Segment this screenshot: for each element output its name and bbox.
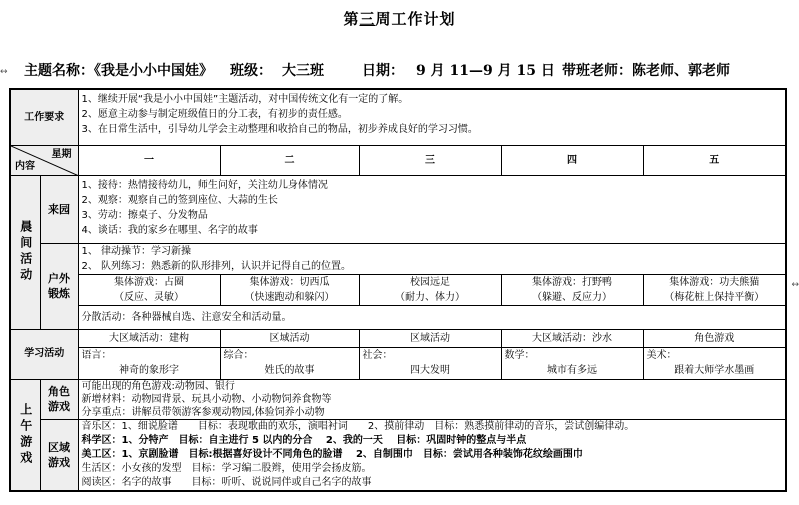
study-subject: 语言： xyxy=(81,349,112,361)
study-area: 大区域活动：沙水 xyxy=(502,330,643,348)
area-game-line: 音乐区：1、细说脸谱 目标：表现歌曲的欢乐，演唱衬词 2、摸前律动 目标：熟悉摸前律动的音乐，尝试创编律动。 xyxy=(81,420,635,432)
day-header-mon: 一 xyxy=(78,145,220,175)
study-topic: 跟着大师学水墨画 xyxy=(674,364,755,376)
study-topic: 城市有多远 xyxy=(547,364,597,376)
study-fri xyxy=(643,329,786,379)
requirement-item: 2、愿意主动参与制定班级值日的分工表，有初步的责任感。 xyxy=(81,109,348,120)
class-value: 大三班 xyxy=(282,63,324,79)
study-thu xyxy=(501,329,643,379)
arrival-content xyxy=(78,175,786,243)
requirement-item: 3、在日常生活中，引导幼儿学会主动整理和收拾自己的物品，初步养成良好的学习习惯。 xyxy=(81,124,478,135)
study-row xyxy=(10,329,786,379)
arrival-item: 1、接待：热情接待幼儿，师生问好，关注幼儿身体情况 xyxy=(81,179,328,191)
weekly-plan-table xyxy=(9,88,787,492)
role-game-line: 分享重点：讲解员带领游客参观动物园,体验饲养小动物 xyxy=(81,406,325,418)
date-value: 9 月 11—9 月 15 日 xyxy=(416,63,555,79)
outdoor-label: 户外锻炼 xyxy=(40,243,78,329)
requirements-content xyxy=(78,89,786,145)
day-header-tue: 二 xyxy=(220,145,359,175)
outdoor-game-wed: 校园远足 （耐力、体力） xyxy=(359,274,501,305)
area-game-row xyxy=(10,419,786,491)
day-header-wed: 三 xyxy=(359,145,501,175)
corner-content-label: 内容 xyxy=(15,160,35,172)
study-topic: 四大发明 xyxy=(410,364,450,376)
class-label: 班级： xyxy=(230,63,272,79)
scatter-row xyxy=(10,305,786,329)
study-subject: 美术： xyxy=(646,349,677,361)
morning-activity-label: 晨间活动 xyxy=(10,175,40,329)
margin-marker-icon: ↔ xyxy=(791,280,799,290)
area-game-content xyxy=(78,419,786,491)
study-subject: 综合： xyxy=(223,349,254,361)
page-title: 第三周工作计划 xyxy=(343,10,456,28)
area-game-line: 阅读区：名字的故事 目标：听听、说说同伴或自己名字的故事 xyxy=(81,476,372,488)
role-game-line: 可能出现的角色游戏:动物园、银行 xyxy=(81,380,235,392)
study-subject: 数学： xyxy=(504,349,535,361)
requirement-item: 1、继续开展“我是小小中国娃”主题活动，对中国传统文化有一定的了解。 xyxy=(81,94,409,105)
area-game-line: 美工区：1、京剧脸谱 目标:根据喜好设计不同角色的脸谱 2、自制围巾 目标：尝试用各种装饰花纹绘画围巾 xyxy=(81,448,583,460)
corner-header xyxy=(10,145,78,175)
study-label: 学习活动 xyxy=(10,329,78,379)
study-topic: 神奇的象形字 xyxy=(119,364,179,376)
study-topic: 姓氏的故事 xyxy=(264,364,315,376)
study-tue xyxy=(220,329,359,379)
area-game-label: 区域游戏 xyxy=(40,419,78,491)
day-header-thu: 四 xyxy=(501,145,643,175)
outdoor-item: 1、 律动操节：学习新操 xyxy=(81,245,192,257)
arrival-item: 3、劳动：擦桌子、分发物品 xyxy=(81,209,208,221)
outdoor-game-fri: 集体游戏：功夫熊猫 （梅花桩上保持平衡） xyxy=(643,274,786,305)
margin-marker-icon: ↔ xyxy=(0,67,8,77)
study-wed xyxy=(359,329,501,379)
study-area: 大区域活动：建构 xyxy=(79,330,220,348)
study-mon xyxy=(78,329,220,379)
date-label: 日期： xyxy=(362,63,404,79)
outdoor-game-tue: 集体游戏：切西瓜 （快速跑动和躲闪） xyxy=(220,274,359,305)
corner-weekday-label: 星期 xyxy=(51,148,72,160)
study-area: 角色游戏 xyxy=(644,330,786,348)
outdoor-intro-row xyxy=(10,243,786,274)
day-header-row xyxy=(10,145,786,175)
role-game-row xyxy=(10,379,786,419)
study-area: 区域活动 xyxy=(221,330,359,348)
role-game-line: 新增材料：动物园背景、玩具小动物、小动物饲养食物等 xyxy=(81,393,332,405)
area-game-line: 科学区：1、分特产 目标：自主进行 5 以内的分合 2、我的一天 目标：巩固时钟的整点与半点 xyxy=(81,434,527,446)
arrival-item: 2、观察：观察自己的签到座位、大蒜的生长 xyxy=(81,194,278,206)
requirements-label: 工作要求 xyxy=(10,89,78,145)
outdoor-intro xyxy=(78,243,786,274)
requirements-row xyxy=(10,89,786,145)
outdoor-game-thu: 集体游戏：打野鸭 （躲避、反应力） xyxy=(501,274,643,305)
day-header-fri: 五 xyxy=(643,145,786,175)
study-subject: 社会： xyxy=(362,349,393,361)
theme-name: 主题名称：《我是小小中国娃》 xyxy=(24,63,213,79)
area-game-line: 生活区：小女孩的发型 目标：学习编二股辫，使用学会扬皮筋。 xyxy=(81,462,372,474)
outdoor-game-mon: 集体游戏：占圈 （反应、灵敏） xyxy=(78,274,220,305)
arrival-label: 来园 xyxy=(40,175,78,243)
arrival-item: 4、谈话：我的家乡在哪里、名字的故事 xyxy=(81,224,258,236)
role-game-label: 角色游戏 xyxy=(40,379,78,419)
outdoor-item: 2、 队列练习：熟悉新的队形排列，认识并记得自己的位置。 xyxy=(81,260,352,272)
plan-info-bar xyxy=(24,60,784,82)
forenoon-game-label: 上午游戏 xyxy=(10,379,40,491)
study-area: 区域活动 xyxy=(360,330,501,348)
arrival-row xyxy=(10,175,786,243)
outdoor-games-row xyxy=(10,274,786,305)
teachers: 带班老师：陈老师、郭老师 xyxy=(562,63,730,79)
scatter-activity: 分散活动：各种器械自选、注意安全和活动量。 xyxy=(78,305,786,329)
role-game-content xyxy=(78,379,786,419)
